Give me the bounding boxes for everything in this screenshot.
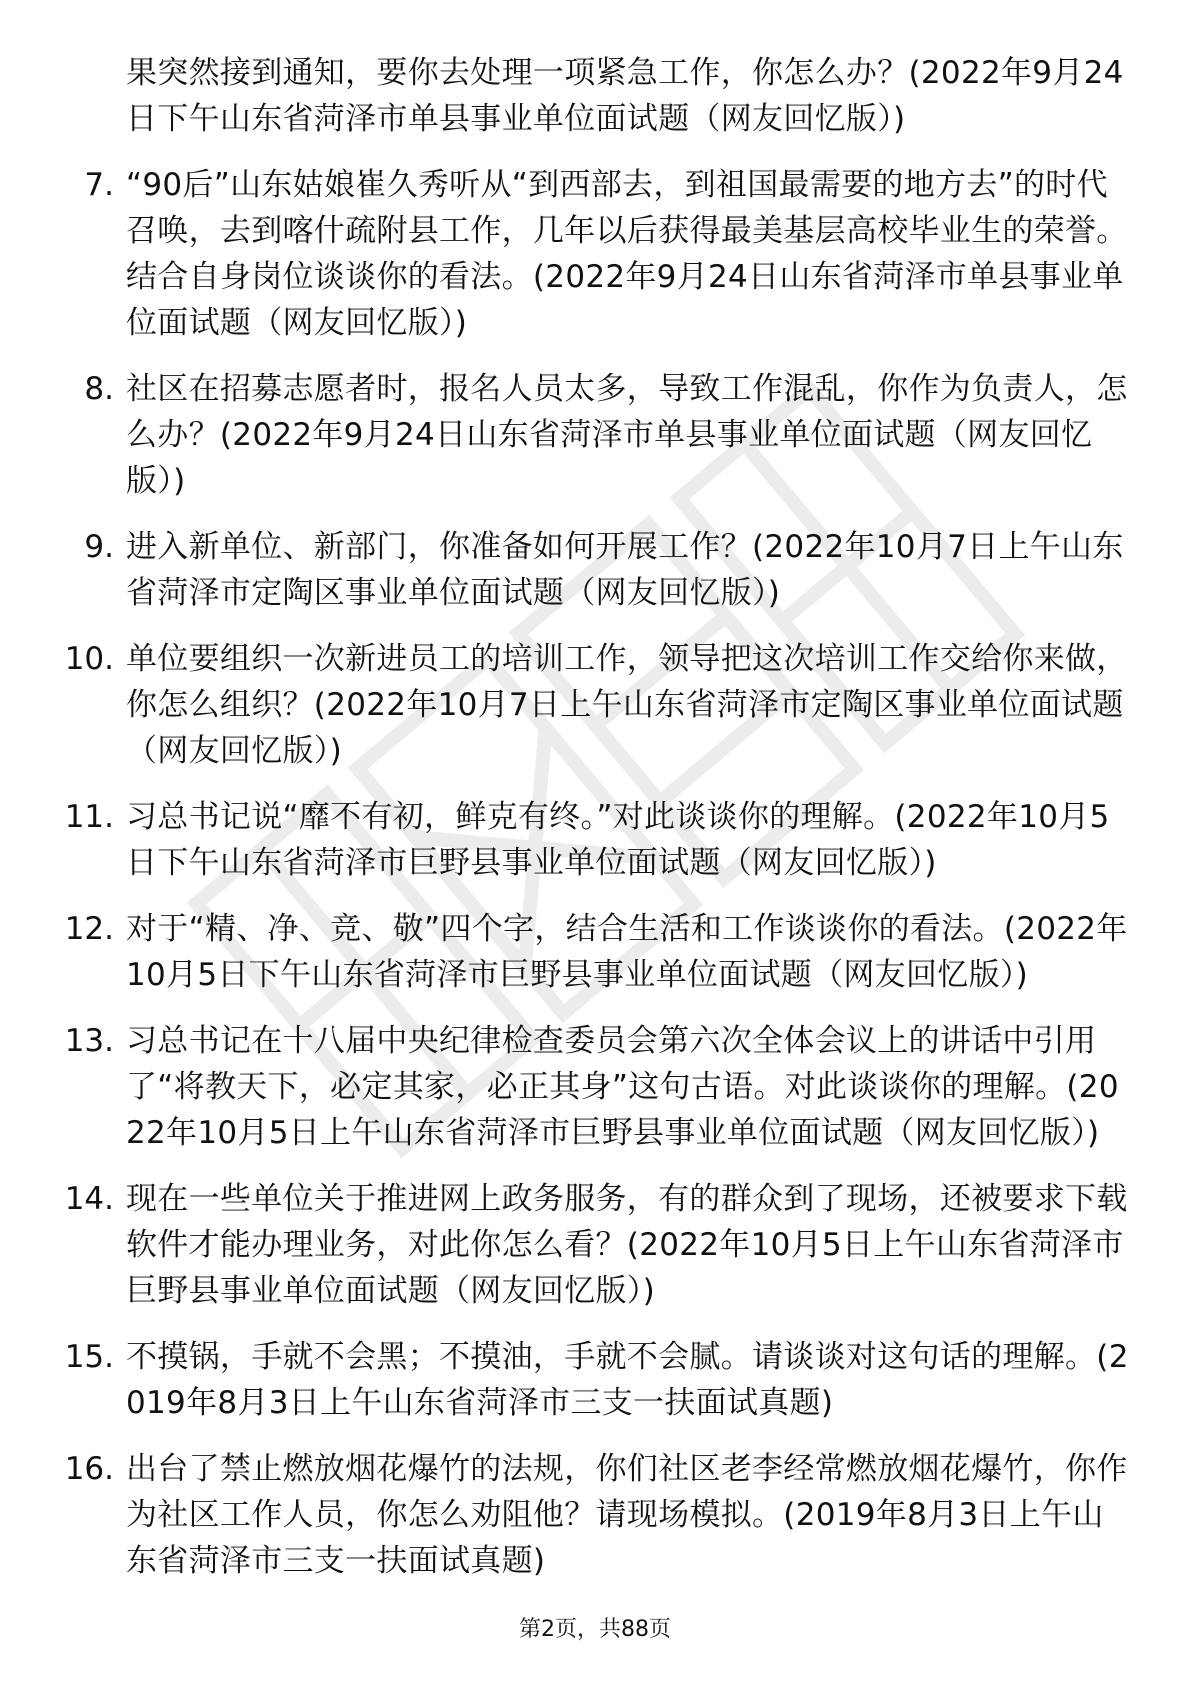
item-text: 习总书记在十八届中央纪律检查委员会第六次全体会议上的讲话中引用了“将教天下，必定其家，必正其身”这句古语。对此谈谈你的理解。(2022年10月5日上午山东省菏泽市巨野县事业单位面试题（网友回忆版）) [126, 1023, 1119, 1151]
item-number: 12. [64, 911, 114, 947]
item-text: 单位要组织一次新进员工的培训工作，领导把这次培训工作交给你来做，你怎么组织？(2022年10月7日上午山东省菏泽市定陶区事业单位面试题（网友回忆版）) [126, 641, 1128, 769]
question-list [62, 50, 1132, 1604]
item-text: 进入新单位、新部门，你准备如何开展工作？(2022年10月7日上午山东省菏泽市定陶区事业单位面试题（网友回忆版）) [126, 529, 1124, 611]
list-item [62, 1334, 1132, 1426]
item-number: 8. [84, 371, 114, 407]
item-number: 13. [64, 1023, 114, 1059]
item-number: 15. [64, 1339, 114, 1375]
list-item [62, 162, 1132, 346]
item-number: 16. [64, 1451, 114, 1487]
list-item [62, 1446, 1132, 1584]
list-item [62, 1018, 1132, 1156]
item-number: 9. [84, 529, 114, 565]
item-number: 11. [64, 799, 114, 835]
item-text: 对于“精、净、竞、敬”四个字，结合生活和工作谈谈你的看法。(2022年10月5日下午山东省菏泽市巨野县事业单位面试题（网友回忆版）) [126, 911, 1128, 993]
item-number: 7. [84, 167, 114, 203]
list-item [62, 794, 1132, 886]
page-footer: 第2页，共88页 [519, 1617, 671, 1642]
item-text: 社区在招募志愿者时，报名人员太多，导致工作混乱，你作为负责人，怎么办？(2022年9月24日山东省菏泽市单县事业单位面试题（网友回忆版）) [126, 371, 1128, 499]
item-text: 不摸锅，手就不会黑；不摸油，手就不会腻。请谈谈对这句话的理解。(2019年8月3日上午山东省菏泽市三支一扶面试真题) [126, 1339, 1129, 1421]
list-item [62, 636, 1132, 774]
list-item [62, 366, 1132, 504]
item-number: 10. [64, 641, 114, 677]
item-text: 现在一些单位关于推进网上政务服务，有的群众到了现场，还被要求下载软件才能办理业务，对此你怎么看？(2022年10月5日上午山东省菏泽市巨野县事业单位面试题（网友回忆版）) [126, 1181, 1128, 1309]
item-number: 14. [64, 1181, 114, 1217]
item-text: 出台了禁止燃放烟花爆竹的法规，你们社区老李经常燃放烟花爆竹，你作为社区工作人员，你怎么劝阻他？请现场模拟。(2019年8月3日上午山东省菏泽市三支一扶面试真题) [126, 1451, 1128, 1579]
list-item [62, 1176, 1132, 1314]
item-text: “90后”山东姑娘崔久秀听从“到西部去，到祖国最需要的地方去”的时代召唤，去到喀什疏附县工作，几年以后获得最美基层高校毕业生的荣誉。结合自身岗位谈谈你的看法。(2022年9月24日山东省菏泽市单县事业单位面试题（网友回忆版）) [126, 167, 1128, 341]
item-text: 果突然接到通知，要你去处理一项紧急工作，你怎么办？(2022年9月24日下午山东省菏泽市单县事业单位面试题（网友回忆版）) [126, 55, 1124, 137]
list-item [62, 50, 1132, 142]
list-item [62, 524, 1132, 616]
item-text: 习总书记说“靡不有初，鲜克有终。”对此谈谈你的理解。(2022年10月5日下午山东省菏泽市巨野县事业单位面试题（网友回忆版）) [126, 799, 1110, 881]
list-item [62, 906, 1132, 998]
